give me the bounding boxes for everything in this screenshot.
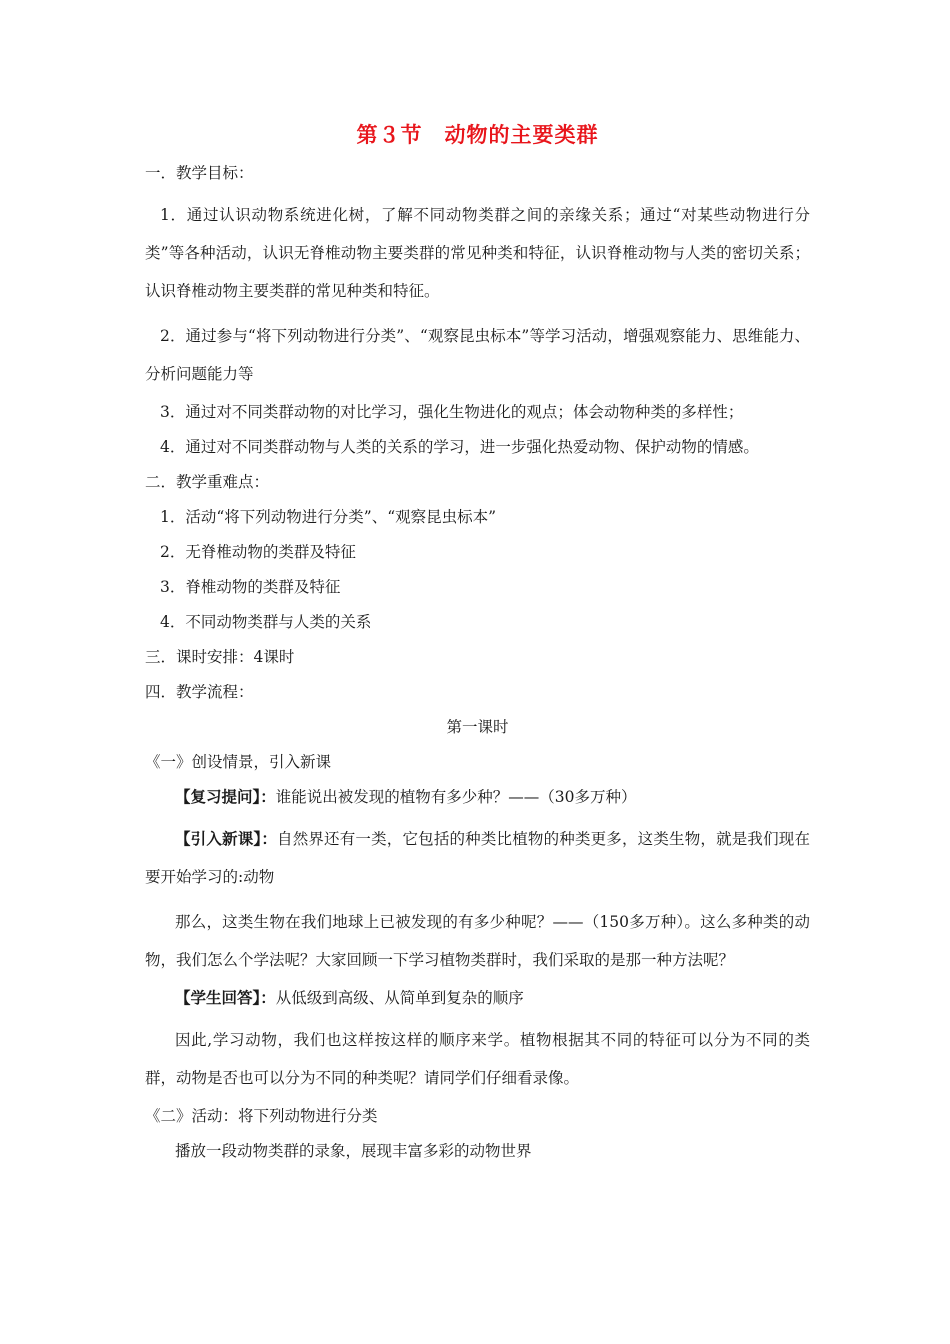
part1-paragraph-2: 因此,学习动物，我们也这样按这样的顺序来学。植物根据其不同的特征可以分为不同的类群，动物是否也可以分为不同的种类呢？请同学们仔细看录像。 — [145, 1031, 810, 1087]
objective-item-4: 4．通过对不同类群动物与人类的关系的学习，进一步强化热爱动物、保护动物的情感。 — [160, 438, 759, 456]
review-question — [145, 785, 810, 809]
answer-label: 【学生回答】： — [175, 989, 276, 1007]
key-point-item-2: 2．无脊椎动物的类群及特征 — [160, 543, 356, 561]
key-point-item-3: 3．脊椎动物的类群及特征 — [160, 578, 341, 596]
review-text: 谁能说出被发现的植物有多少种？——（30多万种） — [275, 788, 637, 806]
part2-heading: 《二》活动：将下列动物进行分类 — [145, 1107, 378, 1125]
part1-heading: 《一》创设情景，引入新课 — [145, 753, 332, 771]
intro-paragraph — [145, 820, 810, 896]
document-page — [145, 120, 810, 1174]
lesson-title: 第一课时 — [446, 718, 509, 736]
section-heading-objectives: 一．教学目标： — [145, 164, 254, 182]
review-label: 【复习提问】： — [175, 788, 276, 806]
section-heading-schedule: 三．课时安排：4课时 — [145, 648, 295, 666]
part1-paragraph-1: 那么，这类生物在我们地球上已被发现的有多少种呢？——（150多万种）。这么多种类的动物，我们怎么个学法呢？大家回顾一下学习植物类群时，我们采取的是那一种方法呢？ — [145, 913, 810, 969]
intro-text: 自然界还有一类，它包括的种类比植物的种类更多，这类生物，就是我们现在要开始学习的:动物 — [145, 830, 810, 886]
student-answer — [145, 986, 810, 1010]
part2-paragraph-1: 播放一段动物类群的录象，展现丰富多彩的动物世界 — [175, 1142, 532, 1160]
objective-item-2: 2．通过参与“将下列动物进行分类”、“观察昆虫标本”等学习活动，增强观察能力、思维能力、分析问题能力等 — [145, 327, 810, 383]
key-point-item-4: 4．不同动物类群与人类的关系 — [160, 613, 372, 631]
section-heading-key-points: 二．教学重难点： — [145, 473, 270, 491]
section-heading-process: 四．教学流程： — [145, 683, 254, 701]
document-title: 第３节 动物的主要类群 — [356, 123, 599, 147]
objective-item-1: 1．通过认识动物系统进化树，了解不同动物类群之间的亲缘关系；通过“对某些动物进行分类”等各种活动，认识无脊椎动物主要类群的常见种类和特征，认识脊椎动物与人类的密切关系；认识脊椎动物主要类群的常见种类和特征。 — [145, 206, 810, 300]
key-point-item-1: 1．活动“将下列动物进行分类”、“观察昆虫标本” — [160, 508, 497, 526]
answer-text: 从低级到高级、从简单到复杂的顺序 — [275, 989, 524, 1007]
objective-item-3: 3．通过对不同类群动物的对比学习，强化生物进化的观点；体会动物种类的多样性； — [160, 403, 744, 421]
intro-label: 【引入新课】： — [175, 830, 278, 848]
